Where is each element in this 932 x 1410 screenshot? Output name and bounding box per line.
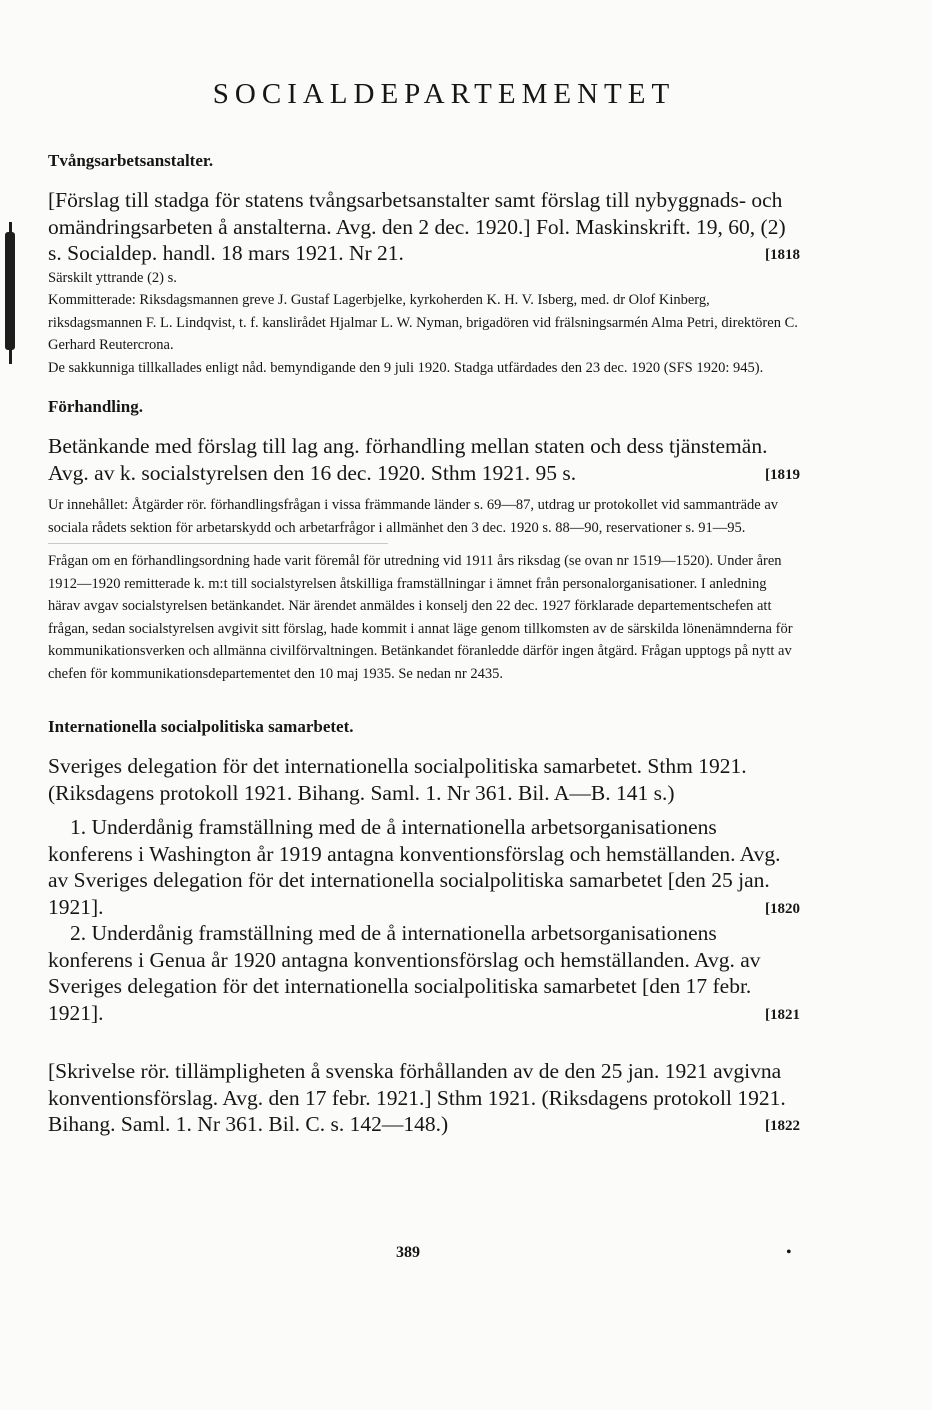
page-number: 389 xyxy=(396,1244,420,1261)
annotation-paragraph: De sakkunniga tillkallades enligt nåd. bemyndigande den 9 juli 1920. Stadga utfärdades den 23 dec. 1920 (SFS 1920: 945). xyxy=(48,359,764,376)
section-title-forhandling: Förhandling. xyxy=(48,397,143,416)
reference-number: [1818 xyxy=(765,247,800,263)
delegation-intro: Sveriges delegation för det internationella socialpolitiska samarbetet. Sthm 1921. (Riksdagens protokoll 1921. Bihang. Saml. 1. Nr 361. Bil. A—B. 141 s.) xyxy=(48,754,747,805)
annotation-paragraph: Ur innehållet: Åtgärder rör. förhandlingsfrågan i vissa främmande länder s. 69—87, utdrag ur protokollet vid sammanträde av sociala rådets sektion för arbetarskydd och arbetarfrågor i allmänhet den 3 dec. 1920 s. 88—90, reservationer s. 91—95. xyxy=(48,497,779,536)
section-title-internationella: Internationella socialpolitiska samarbetet. xyxy=(48,717,354,736)
entry-text: Betänkande med förslag till lag ang. förhandling mellan staten och dess tjänstemän. Avg. av k. socialstyrelsen den 16 dec. 1920. Sthm 1921. 95 s. xyxy=(48,434,768,485)
entry-text: [Förslag till stadga för statens tvångsarbetsanstalter samt förslag till nybyggnads- och omändringsarbeten å anstalterna. Avg. den 2 dec. 1920.] Fol. Maskinskrift. 19, 60, (2) s. Socialdep. handl. 18 mars 1921. Nr 21. xyxy=(48,188,786,265)
entry-1819 xyxy=(48,433,800,486)
reference-number: [1821 xyxy=(765,1006,800,1023)
annotation-paragraph: Kommitterade: Riksdagsmannen greve J. Gustaf Lagerbjelke, kyrkoherden K. H. V. Isberg, med. dr Olof Kinberg, riksdagsmannen F. L. Lindqvist, t. f. kanslirådet Hjalmar L. W. Nyman, brigadören vid frälsningsarmén Alma Petri, direktören C. Gerhard Reutercrona. xyxy=(48,292,798,353)
entry-1821 xyxy=(48,920,800,1026)
annotation-paragraph: Frågan om en förhandlingsordning hade varit föremål för utredning vid 1911 års riksdag (se ovan nr 1519—1520). Under åren 1912—1920 remitterade k. m:t till socialstyrelsen åtskilliga framställningar i ämnet från personalorganisationer. I anledning härav avgav socialstyrelsen betänkandet. När ärendet anmäldes i konselj den 22 dec. 1927 förklarade departementschefen att frågan, sedan socialstyrelsen avgivit sitt förslag, hade kommit i annat läge genom tillkomsten av de särskilda lönenämnderna för kommunikationsverken och allmänna civilförvaltningen. Betänkandet föranledde därför ingen åtgärd. Frågan upptogs på nytt av chefen för kommunikationsdepartementet den 10 maj 1935. Se nedan nr 2435. xyxy=(48,553,793,682)
entry-text: 2. Underdånig framställning med de å internationella arbetsorganisationens konferens i Genua år 1920 antagna konventionsförslag och hemställanden. Avg. av Sveriges delegation för det internationella socialpolitiska samarbetet [den 17 febr. 1921]. xyxy=(48,921,761,1025)
footer-mark: • xyxy=(786,1244,792,1261)
section-title-tvangsarbetsanstalter: Tvångsarbetsanstalter. xyxy=(48,151,214,170)
entry-text: 1. Underdånig framställning med de å internationella arbetsorganisationens konferens i Washington år 1919 antagna konventionsförslag och hemställanden. Avg. av Sveriges delegation för det internationella socialpolitiska samarbetet [den 25 jan. 1921]. xyxy=(48,815,781,919)
divider xyxy=(48,543,388,544)
entry-1820 xyxy=(48,814,800,920)
page-body xyxy=(48,78,800,1140)
reference-number: [1819 xyxy=(765,466,800,483)
reference-number: [1820 xyxy=(765,900,800,917)
entry-1822 xyxy=(48,1058,800,1138)
reference-number: [1822 xyxy=(765,1118,800,1134)
annotation-paragraph: Särskilt yttrande (2) s. xyxy=(48,269,177,286)
entry-1818 xyxy=(48,187,800,267)
margin-scan-mark xyxy=(5,232,15,350)
running-title: SOCIALDEPARTEMENTET xyxy=(212,78,676,110)
entry-text: [Skrivelse rör. tillämpligheten å svenska förhållanden av de den 25 jan. 1921 avgivna konventionsförslag. Avg. den 17 febr. 1921.] Sthm 1921. (Riksdagens protokoll 1921. Bihang. Saml. 1. Nr 361. Bil. C. s. 142—148.) xyxy=(48,1059,786,1136)
